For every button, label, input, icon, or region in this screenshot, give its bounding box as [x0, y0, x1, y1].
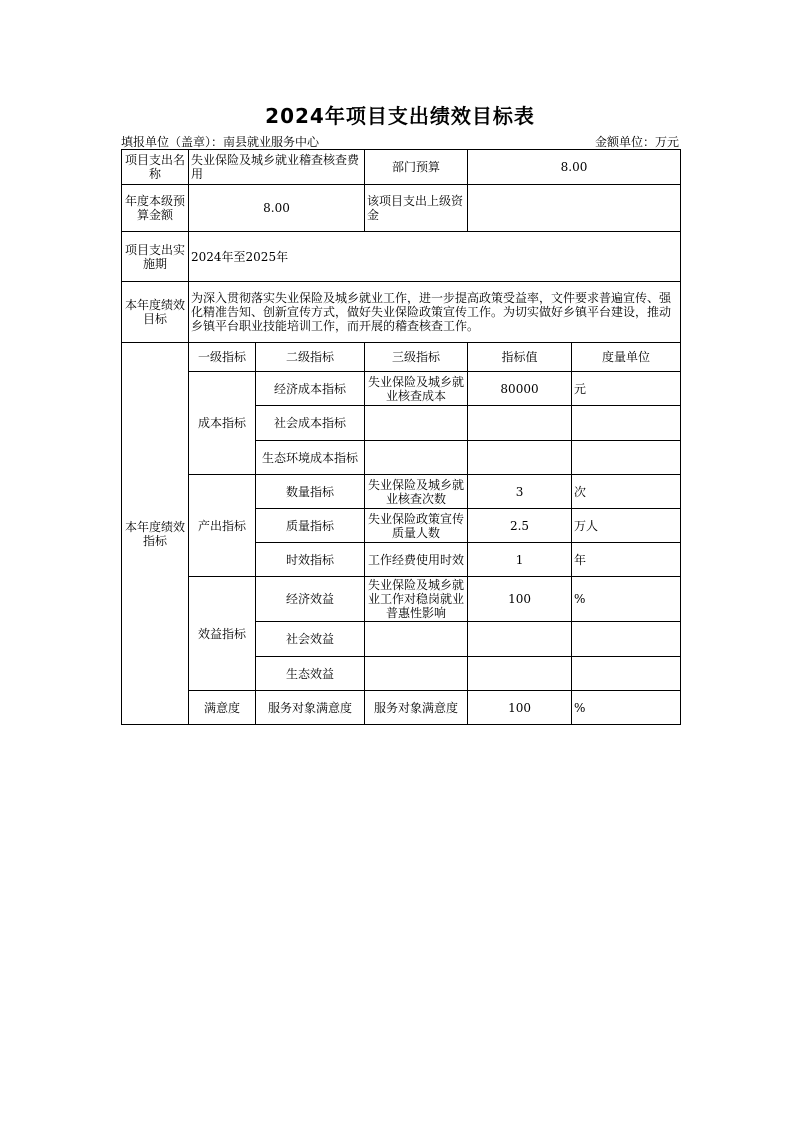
period-row [122, 232, 681, 282]
level3-cell: 失业保险及城乡就业核查成本 [365, 372, 468, 406]
period-label: 项目支出实施期 [122, 232, 189, 282]
unit-cell: % [572, 691, 681, 725]
header-unit: 度量单位 [572, 343, 681, 372]
indicator-header-row [122, 343, 681, 372]
header-level1: 一级指标 [189, 343, 256, 372]
level3-cell: 失业保险及城乡就业工作对稳岗就业普惠性影响 [365, 577, 468, 622]
unit-cell [572, 622, 681, 657]
value-cell: 100 [468, 691, 572, 725]
project-name-row [122, 150, 681, 185]
unit-cell: 元 [572, 372, 681, 406]
value-cell [468, 622, 572, 657]
level2-cell: 生态环境成本指标 [256, 441, 365, 475]
table-row [122, 372, 681, 406]
level2-cell: 经济成本指标 [256, 372, 365, 406]
header-value: 指标值 [468, 343, 572, 372]
table-row [122, 475, 681, 509]
period-value: 2024年至2025年 [189, 232, 681, 282]
table-row [122, 577, 681, 622]
level2-cell: 生态效益 [256, 657, 365, 691]
amount-unit-label: 金额单位：万元 [594, 135, 679, 149]
value-cell: 80000 [468, 372, 572, 406]
annual-goal-row [122, 282, 681, 343]
level3-cell [365, 441, 468, 475]
upper-funds-label: 该项目支出上级资金 [365, 185, 468, 232]
group-output: 产出指标 [189, 475, 256, 577]
value-cell [468, 657, 572, 691]
unit-cell [572, 406, 681, 441]
annual-budget-row [122, 185, 681, 232]
group-satisfaction: 满意度 [189, 691, 256, 725]
header-level2: 二级指标 [256, 343, 365, 372]
unit-cell: % [572, 577, 681, 622]
level3-cell: 失业保险政策宣传质量人数 [365, 509, 468, 543]
annual-budget-value: 8.00 [189, 185, 365, 232]
unit-cell: 年 [572, 543, 681, 577]
dept-budget-label: 部门预算 [365, 150, 468, 185]
page-title: 2024年项目支出绩效目标表 [265, 104, 535, 128]
unit-cell [572, 441, 681, 475]
header-level3: 三级指标 [365, 343, 468, 372]
level2-cell: 服务对象满意度 [256, 691, 365, 725]
performance-target-table [121, 149, 681, 725]
project-name-value: 失业保险及城乡就业稽查核查费用 [189, 150, 365, 185]
level2-cell: 社会效益 [256, 622, 365, 657]
indicators-label: 本年度绩效指标 [122, 343, 189, 725]
level2-cell: 社会成本指标 [256, 406, 365, 441]
table-row [122, 691, 681, 725]
value-cell [468, 441, 572, 475]
dept-budget-value: 8.00 [468, 150, 681, 185]
group-cost: 成本指标 [189, 372, 256, 475]
value-cell: 2.5 [468, 509, 572, 543]
unit-cell [572, 657, 681, 691]
level3-cell: 失业保险及城乡就业核查次数 [365, 475, 468, 509]
fill-unit-label: 填报单位（盖章）：南县就业服务中心 [121, 135, 320, 149]
group-benefit: 效益指标 [189, 577, 256, 691]
level3-cell [365, 622, 468, 657]
annual-budget-label: 年度本级预算金额 [122, 185, 189, 232]
value-cell: 1 [468, 543, 572, 577]
project-name-label: 项目支出名称 [122, 150, 189, 185]
level2-cell: 经济效益 [256, 577, 365, 622]
value-cell: 3 [468, 475, 572, 509]
annual-goal-label: 本年度绩效目标 [122, 282, 189, 343]
level3-cell [365, 406, 468, 441]
upper-funds-value [468, 185, 681, 232]
level3-cell: 工作经费使用时效 [365, 543, 468, 577]
annual-goal-value: 为深入贯彻落实失业保险及城乡就业工作，进一步提高政策受益率，文件要求普遍宣传、强化精准告知、创新宣传方式，做好失业保险政策宣传工作。为切实做好乡镇平台建设，推动乡镇平台职业技能培训工作，而开展的稽查核查工作。 [189, 282, 681, 343]
unit-cell: 万人 [572, 509, 681, 543]
level2-cell: 数量指标 [256, 475, 365, 509]
value-cell: 100 [468, 577, 572, 622]
value-cell [468, 406, 572, 441]
level3-cell: 服务对象满意度 [365, 691, 468, 725]
level2-cell: 质量指标 [256, 509, 365, 543]
level2-cell: 时效指标 [256, 543, 365, 577]
unit-cell: 次 [572, 475, 681, 509]
level3-cell [365, 657, 468, 691]
